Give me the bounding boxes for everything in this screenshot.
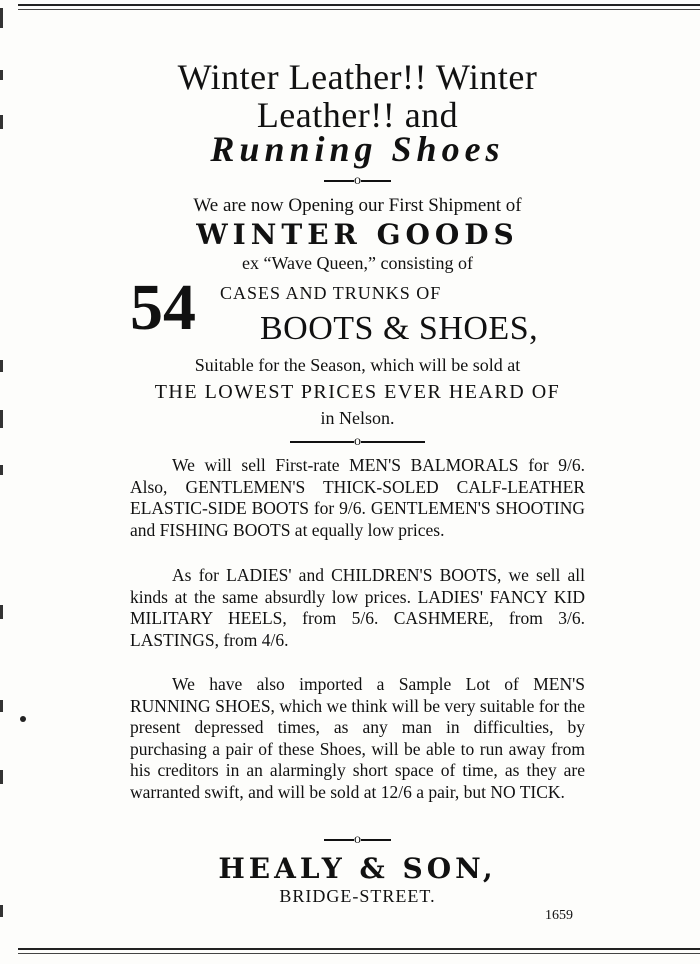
winter-goods-heading: WINTER GOODS (196, 218, 519, 251)
divider-1: o (130, 174, 585, 188)
top-border-rule-thin (18, 9, 700, 10)
paragraph-mens-boots: We will sell First-rate MEN'S BALMORALS for 9/6. Also, GENTLEMEN'S THICK-SOLED CALF-LEATHER ELASTIC-SIDE BOOTS for 9/6. GENTLEMEN'S SHOOTING and FISHING BOOTS at equally low prices. (130, 455, 585, 540)
divider-3: o (130, 833, 585, 847)
lowest-prices-line: THE LOWEST PRICES EVER HEARD OF (154, 381, 561, 403)
paragraph-ladies-boots: As for LADIES' and CHILDREN'S BOOTS, we sell all kinds at the same absurdly low prices. LADIES' FANCY KID MILITARY HEELS, from 5/6. CASHMERE, from 3/6. LASTINGS, from 4/6. (130, 565, 585, 650)
bottom-border-rule (18, 948, 700, 950)
ink-blot (20, 716, 26, 722)
divider-2: o (130, 435, 585, 449)
advertisement-reference-number: 1659 (545, 908, 573, 923)
headline-line-2: Leather!! and (256, 95, 459, 135)
season-line: Suitable for the Season, which will be sold at (194, 355, 521, 375)
firm-name: HEALY & SON, (218, 852, 497, 885)
wave-queen-line: ex “Wave Queen,” consisting of (242, 253, 473, 273)
left-edge-marks (0, 0, 6, 964)
opening-line: We are now Opening our First Shipment of (193, 195, 522, 216)
nelson-line: in Nelson. (320, 408, 395, 428)
paragraph-running-shoes: We have also imported a Sample Lot of MEN'S RUNNING SHOES, which we think will be very suitable for the present depressed times, as any man in difficulties, by purchasing a pair of these Shoes, will be able to run away from his creditors in an alarmingly short space of time, as they are warranted swift, and will be sold at 12/6 a pair, but NO TICK. (130, 674, 585, 802)
firm-address: BRIDGE-STREET. (279, 886, 436, 906)
cases-trunks-line: CASES AND TRUNKS OF (220, 283, 442, 303)
case-count: 54 (130, 271, 196, 344)
headline-line-1: Winter Leather!! Winter (177, 57, 538, 97)
headline-running-shoes: Running Shoes (210, 129, 505, 169)
top-border-rule (18, 4, 700, 6)
boots-shoes-heading: BOOTS & SHOES, (260, 310, 539, 347)
bottom-border-rule-thin (18, 953, 700, 954)
